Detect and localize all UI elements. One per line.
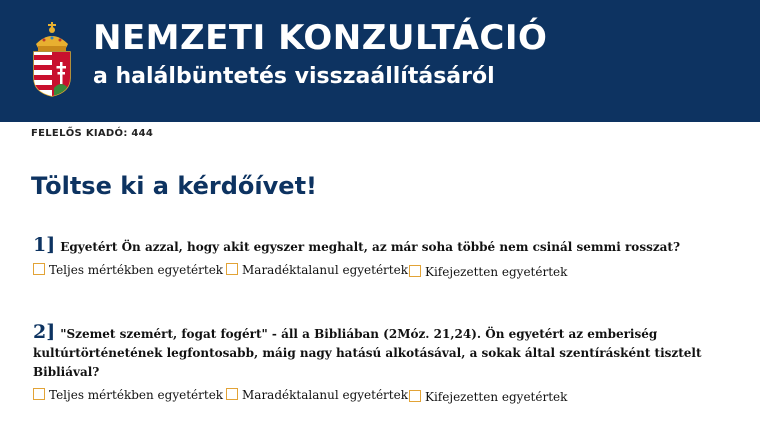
checkbox[interactable] xyxy=(226,388,238,400)
option-label: Maradéktalanul egyetértek xyxy=(242,263,408,277)
question-1-option-1[interactable] xyxy=(33,263,223,277)
question-2-text: "Szemet szemért, fogat fogért" - áll a Bibliában (2Móz. 21,24). Ön egyetért az emberiség kultúrtörténetének legfontosabb, máig nagy hatású alkotásával, a sokak által szentírásként tisztelt Bibliával? xyxy=(33,327,702,379)
option-label: Teljes mértékben egyetértek xyxy=(49,263,224,277)
question-2-option-1[interactable] xyxy=(33,388,223,402)
option-label: Kifejezetten egyetértek xyxy=(425,265,568,279)
option-label: Maradéktalanul egyetértek xyxy=(242,388,408,402)
option-label: Teljes mértékben egyetértek xyxy=(49,388,224,402)
question-2-text-block xyxy=(33,323,733,382)
question-1-option-2[interactable] xyxy=(226,263,408,277)
question-2 xyxy=(33,323,733,408)
checkbox[interactable] xyxy=(33,388,45,400)
checkbox[interactable] xyxy=(226,263,238,275)
question-2-option-3[interactable] xyxy=(409,390,567,404)
question-2-option-2[interactable] xyxy=(226,388,408,402)
question-1-text: Egyetért Ön azzal, hogy akit egyszer meghalt, az már soha többé nem csinál semmi rosszat? xyxy=(60,240,680,254)
question-1-option-3[interactable] xyxy=(409,265,567,279)
publisher-label: FELELŐS KIADÓ: 444 xyxy=(31,128,154,139)
question-1-text-block xyxy=(33,236,733,257)
question-1-options xyxy=(33,263,733,283)
question-1-number: 1] xyxy=(33,234,56,256)
option-label: Kifejezetten egyetértek xyxy=(425,390,568,404)
header-banner xyxy=(0,0,760,122)
question-2-options xyxy=(33,388,733,408)
checkbox[interactable] xyxy=(409,390,421,402)
question-2-number: 2] xyxy=(33,321,56,343)
page-subtitle: a halálbüntetés visszaállításáról xyxy=(93,64,495,89)
hungarian-coat-of-arms-icon xyxy=(30,18,74,98)
form-heading: Töltse ki a kérdőívet! xyxy=(31,172,317,200)
question-1 xyxy=(33,236,733,283)
checkbox[interactable] xyxy=(409,265,421,277)
page-title: NEMZETI KONZULTÁCIÓ xyxy=(93,18,548,58)
checkbox[interactable] xyxy=(33,263,45,275)
